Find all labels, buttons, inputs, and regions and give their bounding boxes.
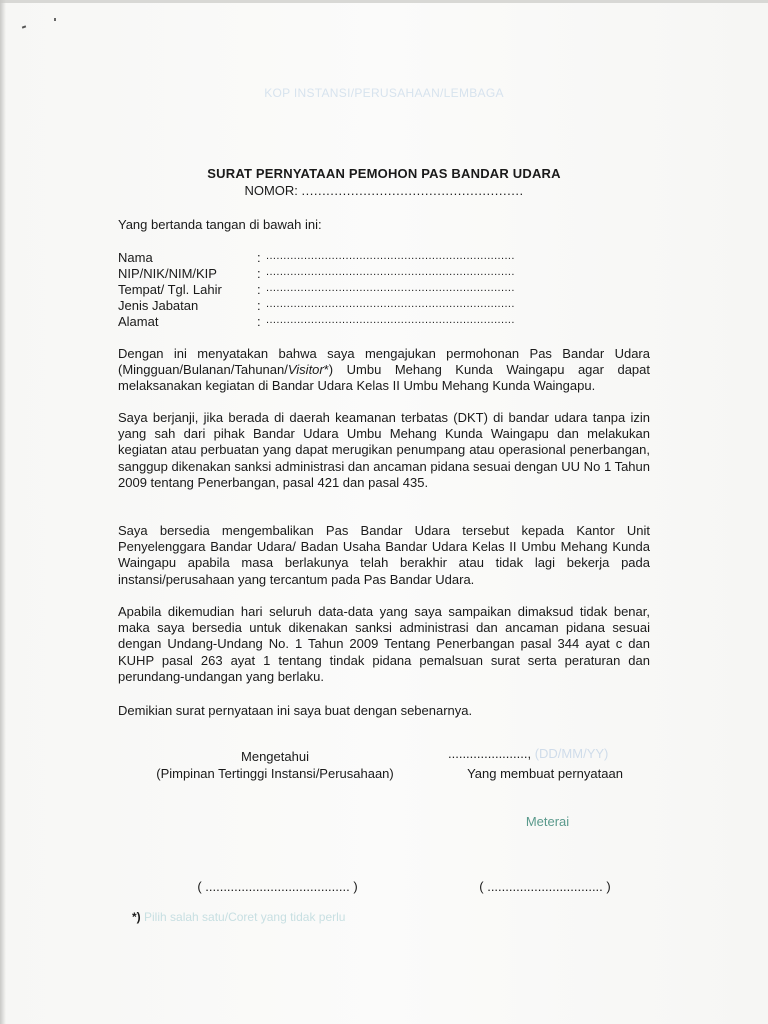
field-tempat-tgl-lahir <box>118 282 638 298</box>
footnote-text: Pilih salah satu/Coret yang tidak perlu <box>144 910 346 924</box>
date-dots: ......................, <box>448 746 532 761</box>
field-colon: : <box>257 282 261 297</box>
field-nama <box>118 250 638 266</box>
scan-speck <box>54 18 56 21</box>
paragraph-sanksi: Apabila dikemudian hari seluruh data-data yang saya sampaikan dimaksud tidak benar, maka saya bersedia untuk dikenakan sanksi administrasi dan ancaman pidana sesuai dengan Undang-Undang No. 1 Tahun 2009 Tentang Penerbangan pasal 344 ayat c dan KUHP pasal 263 ayat 1 tentang tindak pidana pemalsuan surat serta peraturan dan perundang-undangan yang berlaku. <box>118 604 650 684</box>
field-dots: ........................................................................ <box>266 250 515 262</box>
paragraph-text: Dengan ini menyatakan bahwa saya mengajukan permohonan Pas Bandar Udara (Mingguan/Bulanan/Tahunan/ <box>118 346 650 378</box>
signature-left-subtitle: (Pimpinan Tertinggi Instansi/Perusahaan) <box>156 766 394 781</box>
paragraph-text: *) Umbu Mehang Kunda Waingapu agar dapat melaksanakan kegiatan di Bandar Udara Kelas II Umbu Mehang Kunda Waingapu. <box>118 362 650 394</box>
signature-right-name: ( ................................ ) <box>479 879 611 894</box>
field-colon: : <box>257 250 261 265</box>
field-colon: : <box>257 314 261 329</box>
field-alamat <box>118 314 638 330</box>
visitor-term: Visitor <box>287 362 324 378</box>
number-dots: ...................................................... <box>301 183 524 198</box>
signature-left-name: ( ........................................ ) <box>197 879 358 894</box>
page-edge-top <box>0 0 768 3</box>
footnote-mark: *) <box>132 910 141 924</box>
field-label: Nama <box>118 250 153 265</box>
intro-text: Yang bertanda tangan di bawah ini: <box>118 217 322 232</box>
field-label: Jenis Jabatan <box>118 298 199 313</box>
signature-right-subtitle: Yang membuat pernyataan <box>467 766 623 781</box>
field-jenis-jabatan <box>118 298 638 314</box>
field-colon: : <box>257 266 261 281</box>
number-label: NOMOR: <box>244 183 298 198</box>
field-colon: : <box>257 298 261 313</box>
letterhead-placeholder: KOP INSTANSI/PERUSAHAAN/LEMBAGA <box>264 86 504 100</box>
meterai-stamp-placeholder: Meterai <box>525 814 570 829</box>
field-dots: ........................................................................ <box>266 266 515 278</box>
paragraph-permohonan <box>118 346 650 395</box>
signature-date <box>448 746 608 761</box>
page-edge-left <box>0 0 6 1024</box>
closing-statement: Demikian surat pernyataan ini saya buat dengan sebenarnya. <box>118 703 473 718</box>
field-label: Tempat/ Tgl. Lahir <box>118 282 222 297</box>
field-label: Alamat <box>118 314 159 329</box>
field-dots: ........................................................................ <box>266 314 515 326</box>
field-dots: ........................................................................ <box>266 298 515 310</box>
scan-speck <box>22 25 26 28</box>
paragraph-pengembalian-pas: Saya bersedia mengembalikan Pas Bandar Udara tersebut kepada Kantor Unit Penyelenggara Bandar Udara/ Badan Usaha Bandar Udara Kelas II Umbu Mehang Kunda Waingapu apabila masa berlakunya telah berakhir atau tidak lagi bekerja pada instansi/perusahaan yang tercantum pada Pas Bandar Udara. <box>118 523 650 587</box>
field-nip <box>118 266 638 282</box>
signature-left-title: Mengetahui <box>241 749 309 764</box>
date-hint: (DD/MM/YY) <box>534 746 609 761</box>
paragraph-janji-dkt: Saya berjanji, jika berada di daerah keamanan terbatas (DKT) di bandar udara tanpa izin yang sah dari pihak Bandar Udara Umbu Mehang Kunda Waingapu dan melakukan kegiatan atau perbuatan yang dapat merugikan penumpang atau operasional penerbangan, sanggup dikenakan sanksi administrasi dan ancaman pidana sesuai dengan UU No 1 Tahun 2009 tentang Penerbangan, pasal 421 dan pasal 435. <box>118 410 650 490</box>
document-number <box>0 183 768 198</box>
footnote <box>132 910 345 924</box>
field-label: NIP/NIK/NIM/KIP <box>118 266 217 281</box>
document-title: SURAT PERNYATAAN PEMOHON PAS BANDAR UDARA <box>207 166 561 181</box>
field-dots: ........................................................................ <box>266 282 515 294</box>
